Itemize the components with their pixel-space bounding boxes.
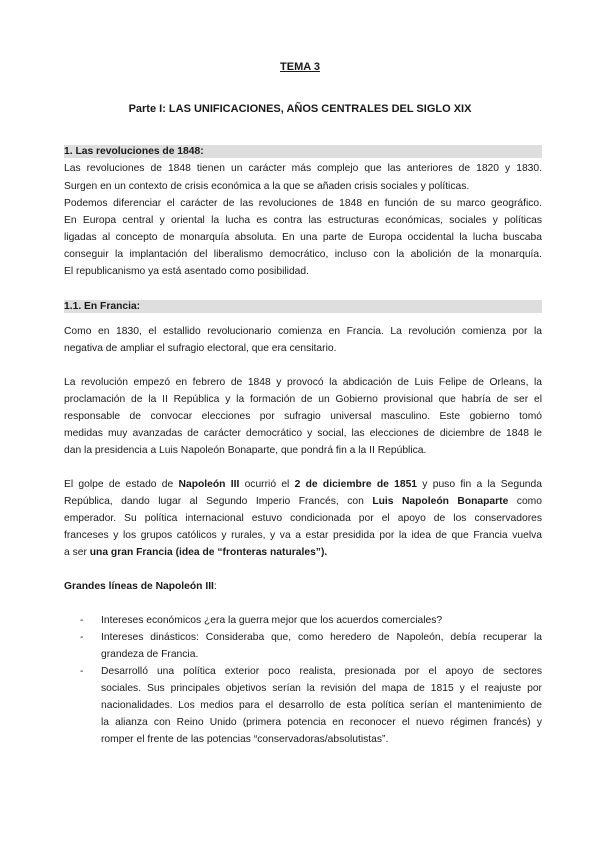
bullet-dash: - [80,615,84,626]
paragraph-line: proclamación de la II República y la formación de un Gobierno provisional que habría de ser el [64,394,542,405]
grandes-lineas-heading-text: Grandes líneas de Napoleón III [64,581,214,592]
text-run: y puso fin a la Segunda [417,479,542,490]
paragraph-line: El republicanismo ya está asentado como posibilidad. [64,266,309,277]
paragraph-line: conseguir la implantación del liberalismo democrático, incluso con la abolición de la monarquía. [64,249,542,260]
paragraph-line: franceses y los grupos católicos y rurales, y va a estar presidida por la idea de que Francia vuelva [64,530,542,541]
list-item-line: romper el frente de las potencias “conservadoras/absolutistas”. [101,734,389,745]
paragraph-line: Podemos diferenciar el carácter de las revoluciones de 1848 en función de su marco geográfico. [64,198,542,209]
tema-label: TEMA 3 [280,61,320,73]
paragraph-line: responsable de convocar elecciones por sufragio universal masculino. Este gobierno tomó [64,411,542,422]
paragraph-line: En Europa central y oriental la lucha es contra las estructuras económicas, sociales y políticas [64,215,542,226]
paragraph-line [64,478,542,491]
bullet-dash: - [80,632,84,643]
text-run: ocurrió el [239,479,295,490]
section-1-heading-text: 1. Las revoluciones de 1848: [64,146,204,157]
text-run: El golpe de estado de [64,479,179,490]
text-run-bold: Napoleón III [178,479,240,490]
paragraph-line: Como en 1830, el estallido revolucionario comienza en Francia. La revolución comienza por la [64,326,542,337]
paragraph-line: La revolución empezó en febrero de 1848 y provocó la abdicación de Luis Felipe de Orleans, la [64,377,542,388]
paragraph-line: emperador. Su política internacional estuvo condicionada por el apoyo de los conservadores [64,513,542,524]
page-title: Parte I: LAS UNIFICACIONES, AÑOS CENTRALES DEL SIGLO XIX [128,103,472,115]
grandes-lineas-heading [64,580,542,593]
list-item-line: la alianza con Reino Unido (primera potencia en reconocer el nuevo régimen francés) y [101,717,542,728]
section-1-1-heading [64,300,542,313]
text-run-bold: una gran Francia (idea de “fronteras naturales”). [89,547,328,558]
list-item-line: nacionalidades. Los medios para el desarrollo de esta política serían el mantenimiento de [101,700,542,711]
section-1-1-heading-text: 1.1. En Francia: [64,301,141,312]
paragraph-line: dan la presidencia a Luis Napoleón Bonaparte, que pondrá fin a la II República. [64,445,427,456]
list-item-line: Intereses económicos ¿era la guerra mejor que los acuerdos comerciales? [101,615,443,626]
list-item-line: grandeza de Francia. [101,649,199,660]
paragraph-line: Las revoluciones de 1848 tienen un carácter más complejo que las anteriores de 1820 y 1830. [64,163,542,174]
text-run: República, dando lugar al Segundo Imperio Francés, con [64,496,373,507]
text-run-bold: Luis Napoleón Bonaparte [372,496,509,507]
section-1-heading [64,145,542,158]
text-run: a ser [64,547,90,558]
paragraph-line: medidas muy avanzadas de carácter democrático y social, las elecciones de diciembre de 1848 le [64,428,542,439]
grandes-lineas-colon: : [213,581,217,592]
text-run-bold: 2 de diciembre de 1851 [294,479,418,490]
paragraph-line [64,546,542,559]
list-item-line: sociales. Sus principales objetivos serían la revisión del mapa de 1815 y el reajuste por [101,683,542,694]
list-item-line: Desarrolló una política exterior poco realista, presionada por el apoyo de sectores [101,666,542,677]
list-item-line: Intereses dinásticos: Consideraba que, como heredero de Napoleón, debía recuperar la [101,632,542,643]
paragraph-line: Surgen en un contexto de crisis económica a la que se añaden crisis sociales y políticas. [64,181,470,192]
paragraph-line [64,495,542,508]
paragraph-line: negativa de ampliar el sufragio electoral, que era censitario. [64,343,337,354]
text-run: como [508,496,542,507]
paragraph-line: ligadas al concepto de monarquía absoluta. En una parte de Europa occidental la lucha buscaba [64,232,542,243]
bullet-dash: - [80,666,84,677]
